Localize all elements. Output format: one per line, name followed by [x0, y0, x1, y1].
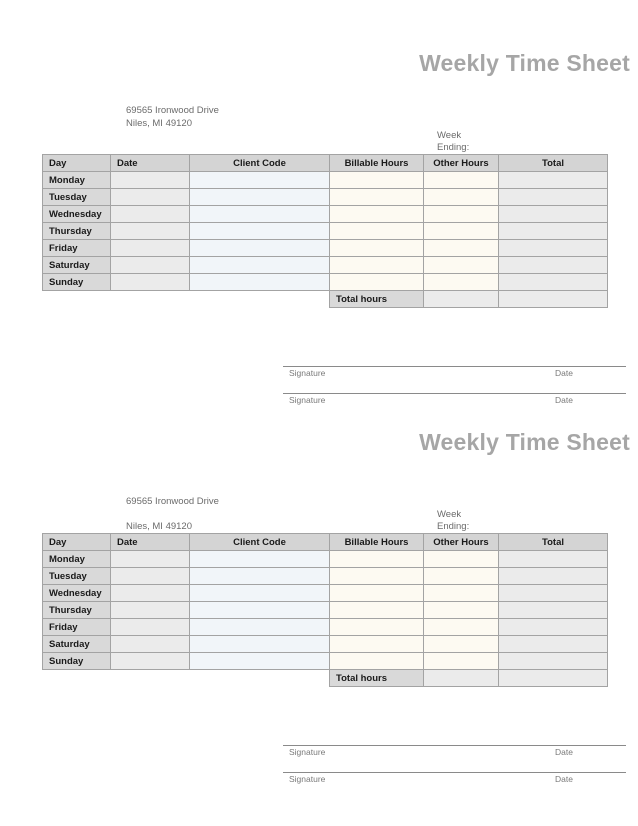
total-cell[interactable]: [499, 240, 608, 257]
total-cell[interactable]: [499, 619, 608, 636]
billable-hours-cell[interactable]: [330, 274, 424, 291]
total-hours-row: [43, 670, 608, 687]
total-cell[interactable]: [499, 189, 608, 206]
signature-label: Signature: [289, 747, 326, 757]
table-row: [43, 223, 608, 240]
other-hours-cell[interactable]: [424, 172, 499, 189]
day-cell: Thursday: [43, 223, 111, 240]
ending-label[interactable]: Ending:: [437, 521, 470, 532]
other-hours-cell[interactable]: [424, 223, 499, 240]
address-line1: 69565 Ironwood Drive: [126, 105, 219, 116]
col-billable-hours: Billable Hours: [330, 155, 424, 172]
table-row: [43, 636, 608, 653]
other-hours-cell[interactable]: [424, 189, 499, 206]
other-hours-cell[interactable]: [424, 206, 499, 223]
total-cell[interactable]: [499, 172, 608, 189]
day-cell: Tuesday: [43, 189, 111, 206]
day-cell: Sunday: [43, 274, 111, 291]
date-label: Date: [555, 774, 573, 784]
other-hours-cell[interactable]: [424, 602, 499, 619]
date-cell[interactable]: [111, 223, 190, 240]
billable-hours-cell[interactable]: [330, 568, 424, 585]
client-code-cell[interactable]: [190, 257, 330, 274]
date-cell[interactable]: [111, 619, 190, 636]
day-cell: Monday: [43, 551, 111, 568]
client-code-cell[interactable]: [190, 551, 330, 568]
table-row: [43, 585, 608, 602]
date-cell[interactable]: [111, 274, 190, 291]
address-line2: Niles, MI 49120: [126, 521, 193, 532]
day-cell: Friday: [43, 619, 111, 636]
day-cell: Tuesday: [43, 568, 111, 585]
billable-hours-cell[interactable]: [330, 223, 424, 240]
col-total: Total: [499, 155, 608, 172]
sheet-title: Weekly Time Sheet: [419, 50, 630, 76]
col-date: Date: [111, 534, 190, 551]
blank-cell: [190, 291, 330, 308]
billable-hours-cell[interactable]: [330, 551, 424, 568]
col-other-hours: Other Hours: [424, 534, 499, 551]
table-row: [43, 619, 608, 636]
total-hours-cell[interactable]: [499, 291, 608, 308]
billable-hours-cell[interactable]: [330, 257, 424, 274]
billable-hours-cell[interactable]: [330, 240, 424, 257]
date-label: Date: [555, 368, 573, 378]
blank-cell: [43, 670, 111, 687]
total-other-hours-cell[interactable]: [424, 670, 499, 687]
day-cell: Thursday: [43, 602, 111, 619]
other-hours-cell[interactable]: [424, 551, 499, 568]
other-hours-cell[interactable]: [424, 274, 499, 291]
col-day: Day: [43, 155, 111, 172]
date-cell[interactable]: [111, 189, 190, 206]
table-row: [43, 653, 608, 670]
other-hours-cell[interactable]: [424, 257, 499, 274]
billable-hours-cell[interactable]: [330, 172, 424, 189]
total-cell[interactable]: [499, 568, 608, 585]
total-cell[interactable]: [499, 602, 608, 619]
blank-cell: [111, 291, 190, 308]
client-code-cell[interactable]: [190, 636, 330, 653]
table-row: [43, 172, 608, 189]
total-other-hours-cell[interactable]: [424, 291, 499, 308]
col-client-code: Client Code: [190, 534, 330, 551]
table-row: [43, 568, 608, 585]
date-cell[interactable]: [111, 172, 190, 189]
signature-line[interactable]: [283, 772, 626, 773]
date-cell[interactable]: [111, 257, 190, 274]
time-table: [42, 154, 608, 308]
table-row: [43, 206, 608, 223]
billable-hours-cell[interactable]: [330, 653, 424, 670]
blank-cell: [190, 670, 330, 687]
day-cell: Saturday: [43, 257, 111, 274]
col-day: Day: [43, 534, 111, 551]
address-line2: Niles, MI 49120: [126, 118, 193, 129]
date-cell[interactable]: [111, 602, 190, 619]
other-hours-cell[interactable]: [424, 636, 499, 653]
day-cell: Wednesday: [43, 585, 111, 602]
total-cell[interactable]: [499, 636, 608, 653]
client-code-cell[interactable]: [190, 206, 330, 223]
col-total: Total: [499, 534, 608, 551]
sheet-title: Weekly Time Sheet: [419, 429, 630, 455]
time-table: [42, 533, 608, 687]
signature-label: Signature: [289, 774, 326, 784]
time-sheet-1: [0, 0, 638, 405]
signature-label: Signature: [289, 395, 326, 405]
table-row: [43, 602, 608, 619]
client-code-cell[interactable]: [190, 240, 330, 257]
table-row: [43, 274, 608, 291]
table-row: [43, 240, 608, 257]
other-hours-cell[interactable]: [424, 240, 499, 257]
header-row: [43, 534, 608, 551]
client-code-cell[interactable]: [190, 568, 330, 585]
col-billable-hours: Billable Hours: [330, 534, 424, 551]
billable-hours-cell[interactable]: [330, 602, 424, 619]
total-cell[interactable]: [499, 223, 608, 240]
day-cell: Wednesday: [43, 206, 111, 223]
client-code-cell[interactable]: [190, 585, 330, 602]
other-hours-cell[interactable]: [424, 568, 499, 585]
signature-label: Signature: [289, 368, 326, 378]
day-cell: Friday: [43, 240, 111, 257]
table-row: [43, 551, 608, 568]
blank-cell: [43, 291, 111, 308]
total-cell[interactable]: [499, 653, 608, 670]
billable-hours-cell[interactable]: [330, 206, 424, 223]
other-hours-cell[interactable]: [424, 585, 499, 602]
header-row: [43, 155, 608, 172]
col-other-hours: Other Hours: [424, 155, 499, 172]
client-code-cell[interactable]: [190, 172, 330, 189]
col-date: Date: [111, 155, 190, 172]
table-row: [43, 257, 608, 274]
date-cell[interactable]: [111, 206, 190, 223]
client-code-cell[interactable]: [190, 653, 330, 670]
table-row: [43, 189, 608, 206]
day-cell: Saturday: [43, 636, 111, 653]
col-client-code: Client Code: [190, 155, 330, 172]
day-cell: Sunday: [43, 653, 111, 670]
address-line1: 69565 Ironwood Drive: [126, 496, 219, 507]
billable-hours-cell[interactable]: [330, 636, 424, 653]
total-cell[interactable]: [499, 585, 608, 602]
total-cell[interactable]: [499, 551, 608, 568]
week-label: Week: [437, 509, 462, 520]
total-hours-label: Total hours: [330, 291, 424, 308]
client-code-cell[interactable]: [190, 223, 330, 240]
date-cell[interactable]: [111, 240, 190, 257]
signature-line[interactable]: [283, 745, 626, 746]
other-hours-cell[interactable]: [424, 619, 499, 636]
week-label: Week: [437, 130, 462, 141]
day-cell: Monday: [43, 172, 111, 189]
ending-label[interactable]: Ending:: [437, 142, 470, 153]
total-hours-cell[interactable]: [499, 670, 608, 687]
client-code-cell[interactable]: [190, 602, 330, 619]
total-hours-row: [43, 291, 608, 308]
client-code-cell[interactable]: [190, 189, 330, 206]
total-cell[interactable]: [499, 206, 608, 223]
date-cell[interactable]: [111, 653, 190, 670]
time-sheet-2: [0, 379, 638, 784]
date-cell[interactable]: [111, 568, 190, 585]
blank-cell: [111, 670, 190, 687]
other-hours-cell[interactable]: [424, 653, 499, 670]
date-cell[interactable]: [111, 636, 190, 653]
billable-hours-cell[interactable]: [330, 585, 424, 602]
total-hours-label: Total hours: [330, 670, 424, 687]
billable-hours-cell[interactable]: [330, 619, 424, 636]
date-cell[interactable]: [111, 585, 190, 602]
billable-hours-cell[interactable]: [330, 189, 424, 206]
total-cell[interactable]: [499, 257, 608, 274]
signature-line[interactable]: [283, 366, 626, 367]
date-cell[interactable]: [111, 551, 190, 568]
client-code-cell[interactable]: [190, 274, 330, 291]
date-label: Date: [555, 747, 573, 757]
client-code-cell[interactable]: [190, 619, 330, 636]
total-cell[interactable]: [499, 274, 608, 291]
date-label: Date: [555, 395, 573, 405]
